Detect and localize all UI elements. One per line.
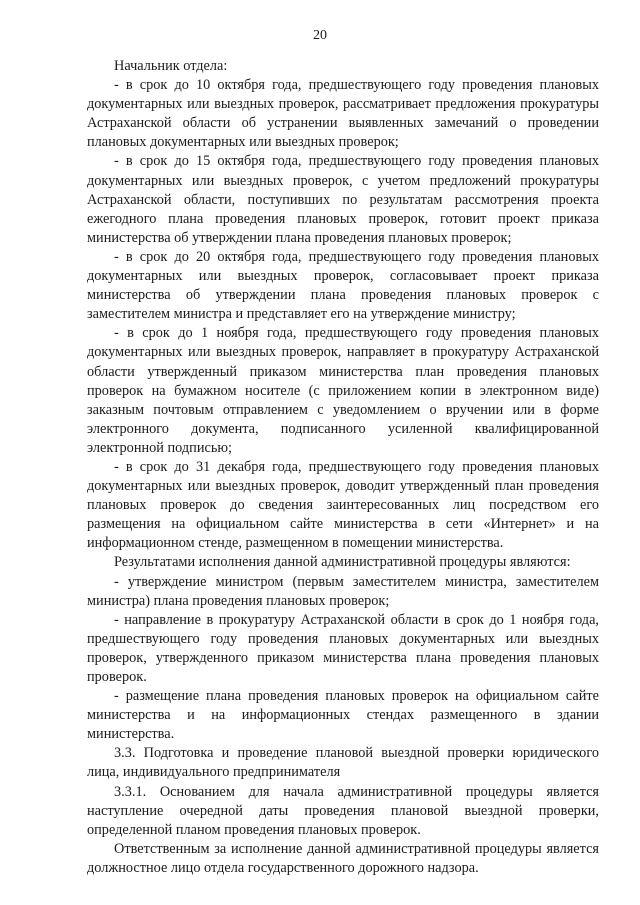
- page-number: 20: [313, 28, 327, 43]
- paragraph-result-publication: - размещение плана проведения плановых проверок на официальном сайте министерства и на информационных стендах размещенного в здании министерства.: [87, 688, 599, 743]
- paragraph-deadline-oct-10: - в срок до 10 октября года, предшествующего году проведения плановых документарных или выездных проверок, рассматривает предложения прокуратуры Астраханской области об устранении выявленных замечаний о проведении плановых документарных или выездных проверок;: [87, 77, 599, 151]
- paragraph-deadline-nov-1: - в срок до 1 ноября года, предшествующего году проведения плановых документарных или выездных проверок, направляет в прокуратуру Астраханской области утвержденный приказом министерства план проведения плановых проверок на бумажном носителе (с приложением копии в электронном виде) заказным почтовым отправлением с уведомлением о вручении или в форме электронного документа, подписанного усиленной квалифицированной электронной подписью;: [87, 325, 599, 456]
- document-body: [87, 57, 599, 878]
- paragraph-result-approval: - утверждение министром (первым заместителем министра, заместителем министра) плана проведения плановых проверок;: [87, 573, 599, 609]
- paragraph-3-3-1: 3.3.1. Основанием для начала административной процедуры является наступление очередной даты проведения плановой выездной проверки, определенной планом проведения плановых проверок.: [87, 783, 599, 838]
- paragraph-responsible-official: Ответственным за исполнение данной административной процедуры является должностное лицо отдела государственного дорожного надзора.: [87, 840, 599, 876]
- paragraph-results-intro: Результатами исполнения данной административной процедуры являются:: [114, 554, 571, 571]
- paragraph-result-submission: - направление в прокуратуру Астраханской области в срок до 1 ноября года, предшествующего году проведения плановых документарных или выездных проверок, утвержденного приказом министерства плана проведения плановых проверок.: [87, 611, 599, 685]
- paragraph-deadline-oct-20: - в срок до 20 октября года, предшествующего году проведения плановых документарных или выездных проверок, согласовывает проект приказа министерства об утверждении плана проведения плановых проверок с заместителем министра и представляет его на утверждение министру;: [87, 248, 599, 323]
- paragraph-deadline-dec-31: - в срок до 31 декабря года, предшествующего году проведения плановых документарных или выездных проверок, доводит утвержденный план проведения плановых проверок до сведения заинтересованных лиц посредством его размещения на официальном сайте министерства в сети «Интернет» и на информационном стенде, размещенном в помещении министерства.: [87, 458, 599, 552]
- section-heading-3-3: 3.3. Подготовка и проведение плановой выездной проверки юридического лица, индивидуального предпринимателя: [87, 745, 599, 781]
- paragraph-deadline-oct-15: - в срок до 15 октября года, предшествующего году проведения плановых документарных или выездных проверок, с учетом предложений прокуратуры Астраханской области, поступивших по результатам рассмотрения проекта ежегодного плана проведения плановых проверок, готовит проект приказа министерства об утверждении плана проведения плановых проверок;: [87, 153, 599, 246]
- paragraph-head-of-department: Начальник отдела:: [114, 58, 228, 74]
